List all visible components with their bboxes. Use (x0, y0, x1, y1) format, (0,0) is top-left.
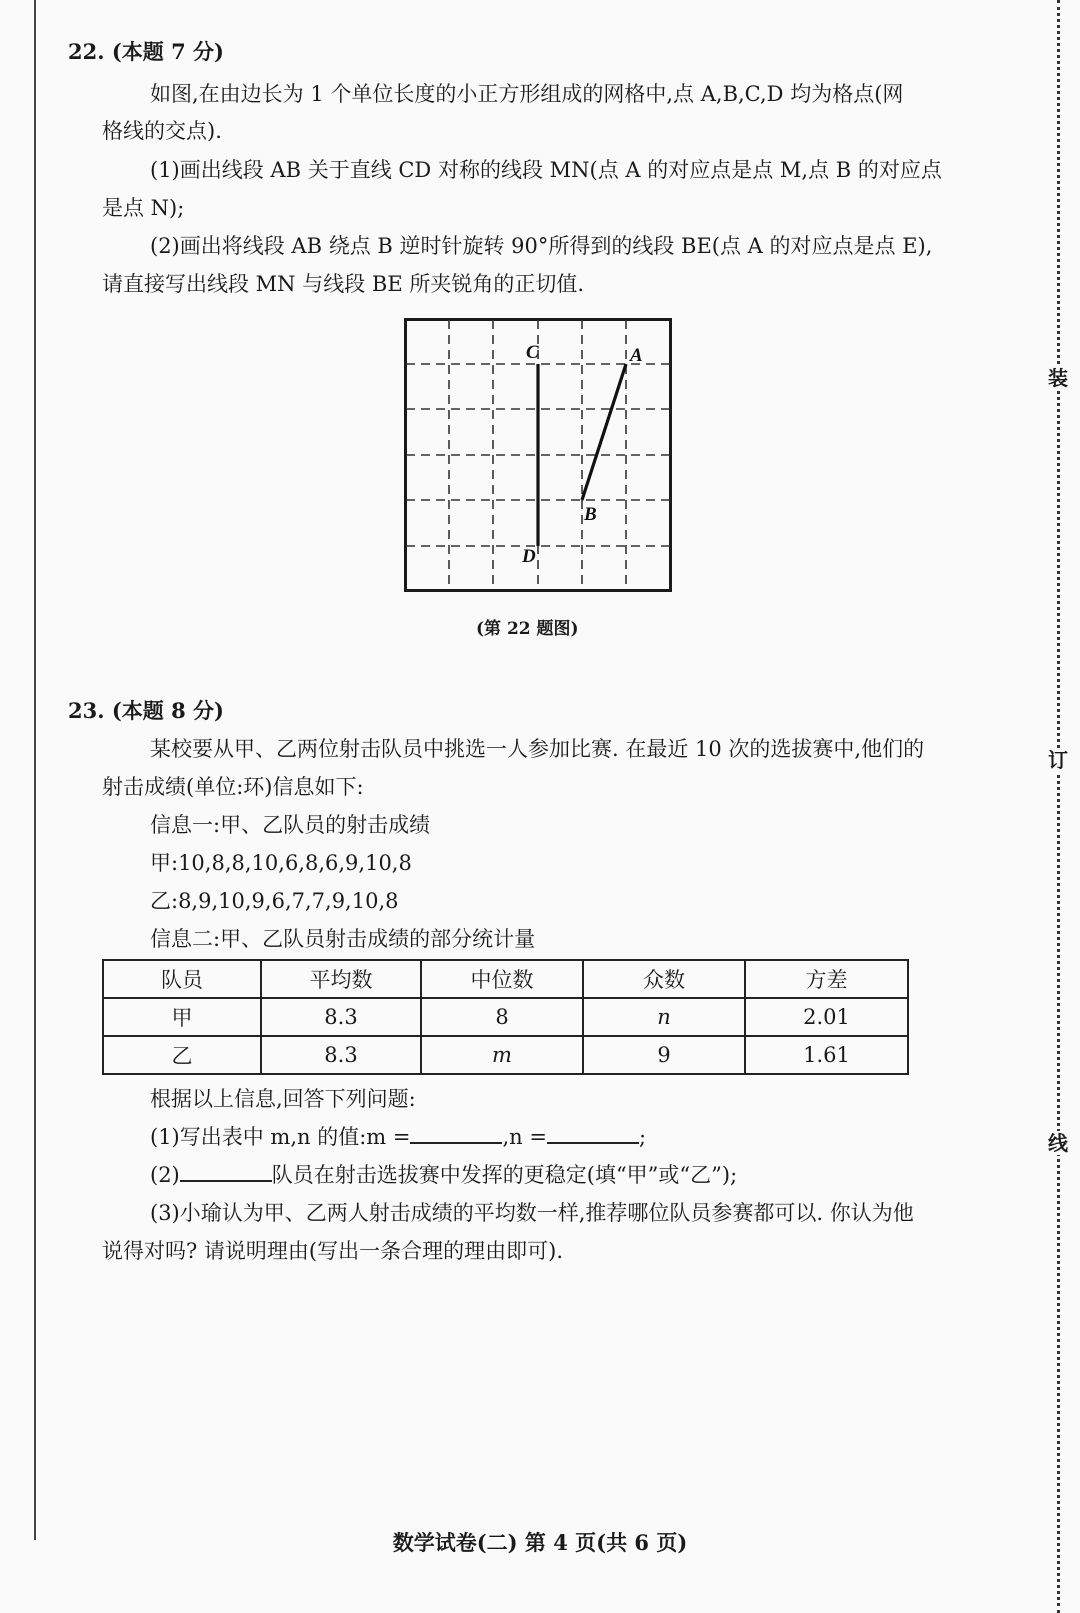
q23-part1-end: ; (638, 1125, 647, 1149)
q23-part2-start: (2) (150, 1163, 180, 1187)
q23-info2-title: 信息二:甲、乙队员射击成绩的部分统计量 (150, 927, 536, 951)
q22-line5: (2)画出将线段 AB 绕点 B 逆时针旋转 90°所得到的线段 BE(点 A 的对应点是点 E), (150, 234, 933, 258)
q22-figure-caption: (第 22 题图) (476, 619, 579, 639)
q22-line4: 是点 N); (102, 196, 185, 220)
point-c-label: C (526, 342, 539, 363)
answer-blank-n[interactable] (547, 1124, 639, 1144)
q22-line1: 如图,在由边长为 1 个单位长度的小正方形组成的网格中,点 A,B,C,D 均为格点(网 (150, 82, 904, 106)
q22-line3: (1)画出线段 AB 关于直线 CD 对称的线段 MN(点 A 的对应点是点 M,点 B 的对应点 (150, 158, 942, 182)
table-cell: 乙 (103, 1036, 261, 1074)
q23-part2 (150, 1161, 737, 1189)
binding-char-xian: 线 (1042, 1131, 1074, 1155)
table-cell: 9 (583, 1036, 745, 1074)
table-row (103, 1036, 908, 1074)
table-header-cell: 中位数 (421, 960, 583, 998)
table-cell: 8 (421, 998, 583, 1036)
q23-line1: 某校要从甲、乙两位射击队员中挑选一人参加比赛. 在最近 10 次的选拔赛中,他们的 (150, 737, 925, 761)
table-header-cell: 众数 (583, 960, 745, 998)
answer-blank-m[interactable] (410, 1124, 502, 1144)
q23-part1-start: (1)写出表中 m,n 的值:m = (150, 1125, 411, 1149)
q23-part3-line1: (3)小瑜认为甲、乙两人射击成绩的平均数一样,推荐哪位队员参赛都可以. 你认为他 (150, 1201, 914, 1225)
table-header-row (103, 960, 908, 998)
q22-header: 22. (本题 7 分) (68, 39, 224, 64)
table-header-cell: 方差 (745, 960, 908, 998)
q23-yi-scores: 乙:8,9,10,9,6,7,7,9,10,8 (150, 889, 399, 913)
q23-part1 (150, 1123, 646, 1151)
table-cell: 2.01 (745, 998, 908, 1036)
q22-grid-figure (404, 318, 672, 592)
page-footer: 数学试卷(二) 第 4 页(共 6 页) (392, 1530, 688, 1555)
segment-ab (582, 364, 626, 500)
left-margin-rule (34, 0, 36, 1540)
table-cell: 8.3 (261, 998, 421, 1036)
table-row (103, 998, 908, 1036)
q23-part1-mid: ,n = (502, 1125, 547, 1149)
q23-line2: 射击成绩(单位:环)信息如下: (102, 775, 364, 799)
q23-info1-title: 信息一:甲、乙队员的射击成绩 (150, 813, 431, 837)
binding-dotted-line (1057, 0, 1060, 1613)
point-b-label: B (584, 504, 597, 525)
q23-header: 23. (本题 8 分) (68, 698, 224, 723)
table-cell: m (421, 1036, 583, 1074)
table-header-cell: 队员 (103, 960, 261, 998)
binding-char-zhuang: 装 (1042, 366, 1074, 390)
q23-part3-line2: 说得对吗? 请说明理由(写出一条合理的理由即可). (102, 1239, 563, 1263)
table-header-cell: 平均数 (261, 960, 421, 998)
q23-stats-table (102, 959, 909, 1075)
answer-blank-stable-player[interactable] (180, 1162, 272, 1182)
table-cell: 1.61 (745, 1036, 908, 1074)
q22-line6: 请直接写出线段 MN 与线段 BE 所夹锐角的正切值. (102, 272, 585, 296)
table-cell: n (583, 998, 745, 1036)
point-a-label: A (630, 345, 643, 366)
q23-prompt: 根据以上信息,回答下列问题: (150, 1087, 416, 1111)
table-cell: 甲 (103, 998, 261, 1036)
q23-part2-end: 队员在射击选拔赛中发挥的更稳定(填“甲”或“乙”); (271, 1163, 738, 1187)
point-d-label: D (522, 546, 536, 567)
q22-line2: 格线的交点). (102, 119, 222, 143)
q23-jia-scores: 甲:10,8,8,10,6,8,6,9,10,8 (150, 851, 412, 875)
table-cell: 8.3 (261, 1036, 421, 1074)
binding-char-ding: 订 (1042, 748, 1074, 772)
